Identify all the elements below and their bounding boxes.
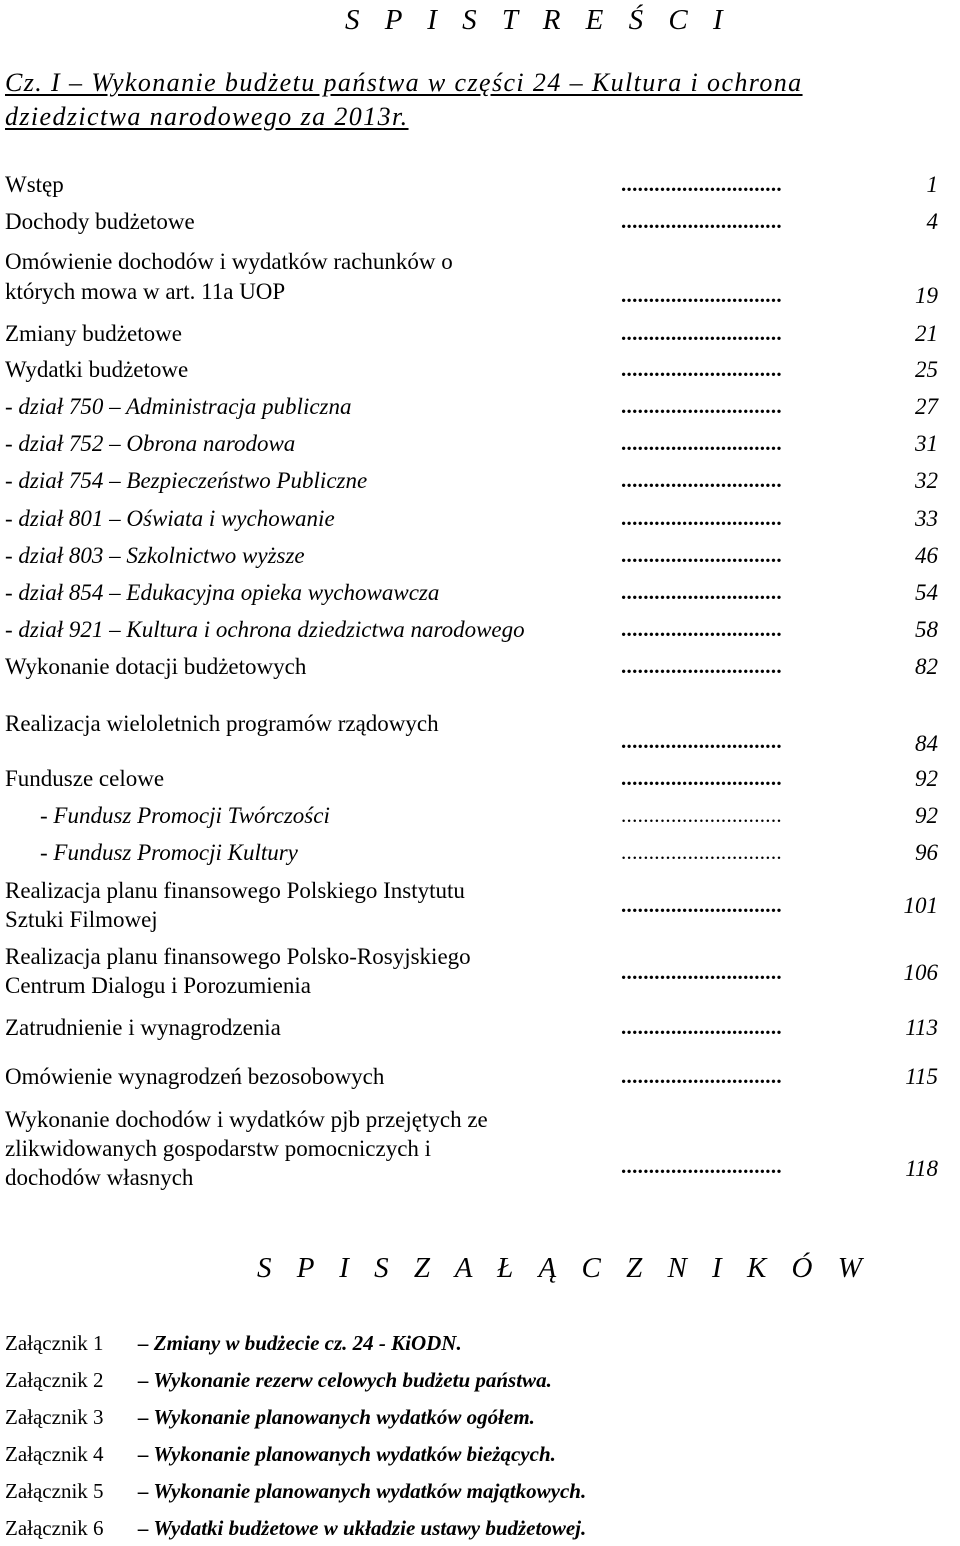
- toc-entry-label: zlikwidowanych gospodarstw pomocniczych i: [5, 1136, 432, 1161]
- toc-entry-label: Realizacja planu finansowego Polsko-Rosyjskiego: [5, 944, 471, 969]
- toc-entry-page: 96: [915, 840, 938, 865]
- toc-title: S P I S T R E Ś C I: [345, 4, 732, 36]
- annex-title: S P I S Z A Ł Ą C Z N I K Ó W: [257, 1252, 871, 1284]
- toc-entry-label: Zmiany budżetowe: [5, 321, 182, 346]
- part-heading-line2: dziedzictwa narodowego za 2013r.: [5, 102, 409, 131]
- annex-desc: – Wydatki budżetowe w układzie ustawy budżetowej.: [138, 1516, 587, 1540]
- toc-entry-page: 4: [926, 209, 938, 234]
- toc-entry-page: 84: [915, 731, 938, 756]
- annex-item: [5, 1331, 462, 1356]
- toc-entry-page: 115: [905, 1064, 938, 1089]
- toc-entry-label: Wykonanie dochodów i wydatków pjb przejętych ze: [5, 1107, 488, 1132]
- dot-leader: .............................: [621, 803, 782, 827]
- annex-item: [5, 1442, 556, 1467]
- dot-leader: .............................: [621, 1015, 782, 1039]
- toc-entry-page: 27: [915, 394, 938, 419]
- toc-entry-page: 32: [915, 468, 938, 493]
- dot-leader: .............................: [621, 357, 782, 381]
- toc-entry-page: 113: [905, 1015, 938, 1040]
- annex-item: [5, 1405, 535, 1430]
- part-heading: [5, 66, 960, 134]
- annex-desc: – Wykonanie rezerw celowych budżetu państwa.: [138, 1368, 552, 1392]
- annex-item: [5, 1479, 587, 1504]
- toc-entry-label: Sztuki Filmowej: [5, 907, 158, 932]
- annex-desc: – Wykonanie planowanych wydatków majątkowych.: [138, 1479, 587, 1503]
- toc-entry-label: - Fundusz Promocji Kultury: [40, 840, 298, 865]
- toc-entry-page: 101: [903, 893, 938, 918]
- toc-entry-page: 1: [926, 172, 938, 197]
- toc-entry-label: - dział 752 – Obrona narodowa: [5, 431, 296, 456]
- dot-leader: .............................: [621, 729, 782, 753]
- toc-entry-page: 118: [905, 1156, 938, 1181]
- dot-leader: .............................: [621, 506, 782, 530]
- toc-entry-page: 46: [915, 543, 938, 568]
- dot-leader: .............................: [621, 172, 782, 196]
- toc-entry-label: Wydatki budżetowe: [5, 357, 189, 382]
- dot-leader: .............................: [621, 283, 782, 307]
- toc-entry-label: Omówienie wynagrodzeń bezosobowych: [5, 1064, 385, 1089]
- toc-entry-page: 82: [915, 654, 938, 679]
- annex-key: Załącznik 1: [5, 1331, 104, 1355]
- annex-key: Załącznik 3: [5, 1405, 104, 1429]
- annex-item: [5, 1368, 552, 1393]
- annex-key: Załącznik 5: [5, 1479, 104, 1503]
- toc-entry-label: Fundusze celowe: [5, 766, 165, 791]
- toc-entry-label: Zatrudnienie i wynagrodzenia: [5, 1015, 281, 1040]
- annex-desc: – Zmiany w budżecie cz. 24 - KiODN.: [138, 1331, 462, 1355]
- toc-entry-label: - dział 803 – Szkolnictwo wyższe: [5, 543, 305, 568]
- annex-key: Załącznik 2: [5, 1368, 104, 1392]
- toc-entry-page: 21: [915, 321, 938, 346]
- annex-desc: – Wykonanie planowanych wydatków bieżących.: [138, 1442, 556, 1466]
- dot-leader: .............................: [621, 394, 782, 418]
- annex-key: Załącznik 4: [5, 1442, 104, 1466]
- toc-entry-page: 54: [915, 580, 938, 605]
- toc-entry-page: 92: [915, 766, 938, 791]
- dot-leader: .............................: [621, 617, 782, 641]
- dot-leader: .............................: [621, 431, 782, 455]
- annex-desc: – Wykonanie planowanych wydatków ogółem.: [138, 1405, 535, 1429]
- toc-entry-label: dochodów własnych: [5, 1165, 194, 1190]
- dot-leader: .............................: [621, 840, 782, 864]
- toc-entry-page: 58: [915, 617, 938, 642]
- dot-leader: .............................: [621, 766, 782, 790]
- dot-leader: .............................: [621, 960, 782, 984]
- toc-entry-label: Realizacja wieloletnich programów rządowych: [5, 711, 439, 736]
- toc-entry-page: 33: [915, 506, 938, 531]
- toc-entry-label: Wstęp: [5, 172, 64, 197]
- toc-entry-label: których mowa w art. 11a UOP: [5, 279, 286, 304]
- annex-key: Załącznik 6: [5, 1516, 104, 1540]
- toc-entry-label: Wykonanie dotacji budżetowych: [5, 654, 307, 679]
- dot-leader: .............................: [621, 543, 782, 567]
- toc-entry-label: - dział 854 – Edukacyjna opieka wychowawcza: [5, 580, 440, 605]
- toc-entry-page: 19: [915, 283, 938, 308]
- dot-leader: .............................: [621, 893, 782, 917]
- annex-item: [5, 1516, 587, 1541]
- dot-leader: .............................: [621, 468, 782, 492]
- part-heading-line1: Cz. I – Wykonanie budżetu państwa w części 24 – Kultura i ochrona: [5, 68, 803, 97]
- toc-entry-page: 106: [903, 960, 938, 985]
- toc-entry-label: - dział 754 – Bezpieczeństwo Publiczne: [5, 468, 368, 493]
- toc-entry-page: 31: [915, 431, 938, 456]
- toc-entry-label: Omówienie dochodów i wydatków rachunków o: [5, 249, 453, 274]
- toc-entry-label: - dział 801 – Oświata i wychowanie: [5, 506, 335, 531]
- toc-entry-label: - dział 750 – Administracja publiczna: [5, 394, 352, 419]
- toc-entry-label: Centrum Dialogu i Porozumienia: [5, 973, 311, 998]
- toc-entry-label: Dochody budżetowe: [5, 209, 195, 234]
- toc-entry-label: Realizacja planu finansowego Polskiego Instytutu: [5, 878, 465, 903]
- toc-entry-page: 25: [915, 357, 938, 382]
- dot-leader: .............................: [621, 654, 782, 678]
- dot-leader: .............................: [621, 209, 782, 233]
- dot-leader: .............................: [621, 1154, 782, 1178]
- dot-leader: .............................: [621, 321, 782, 345]
- toc-entry-label: - dział 921 – Kultura i ochrona dziedzictwa narodowego: [5, 617, 525, 642]
- dot-leader: .............................: [621, 1064, 782, 1088]
- dot-leader: .............................: [621, 580, 782, 604]
- toc-entry-label: - Fundusz Promocji Twórczości: [40, 803, 330, 828]
- toc-entry-page: 92: [915, 803, 938, 828]
